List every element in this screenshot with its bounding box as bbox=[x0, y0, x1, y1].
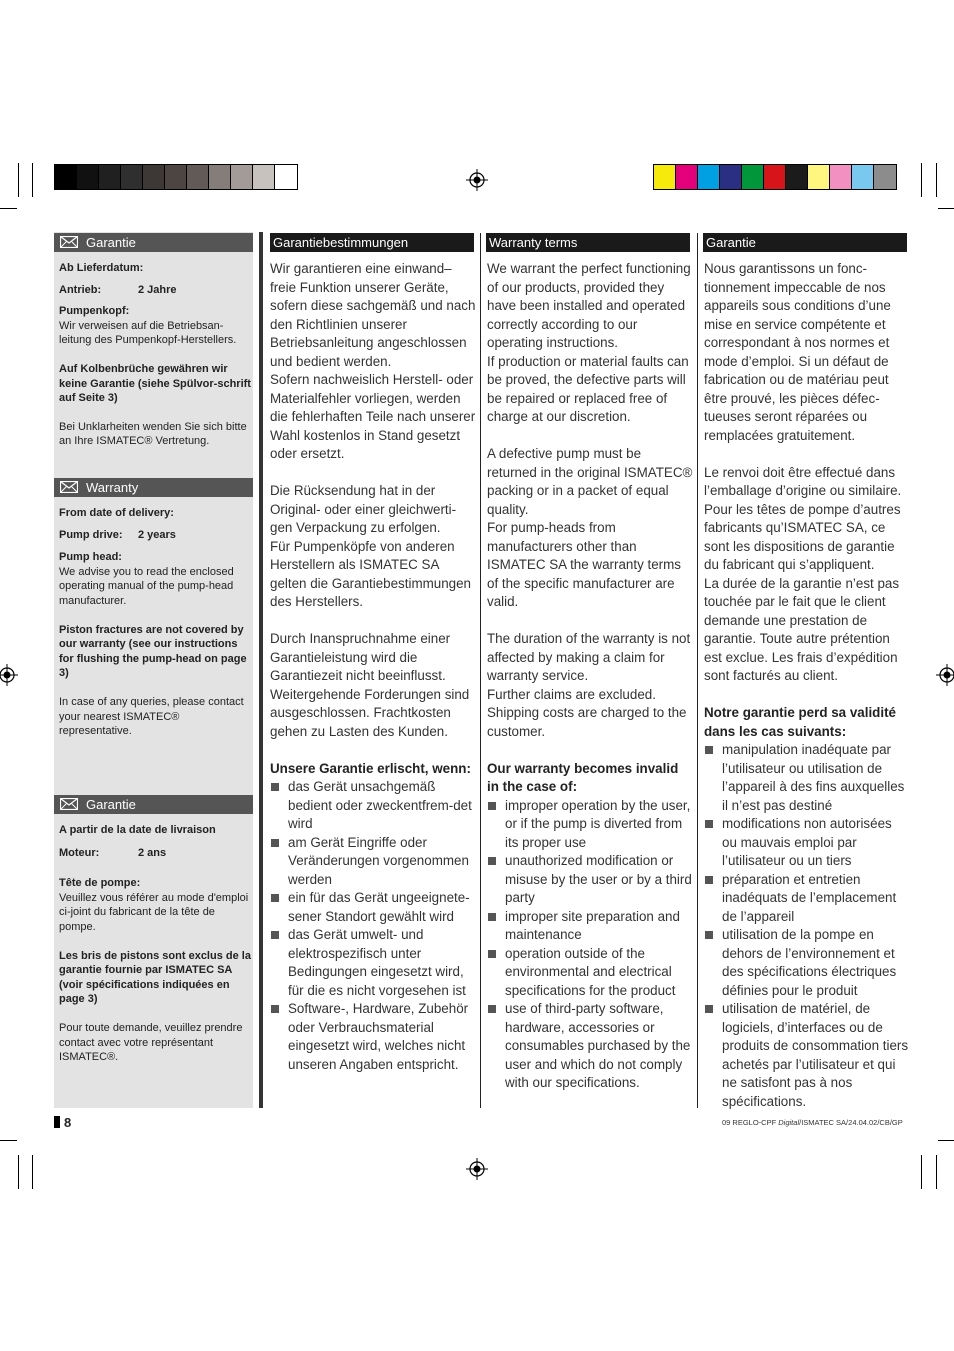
gray-swatch bbox=[55, 165, 77, 189]
paragraph: La durée de la garantie n’est pas touchée par le fait que le client demande une prestation de garantie. Toute autre prétention est exclue. Les frais d’expédition sont facturés au client. bbox=[704, 575, 900, 683]
list-item: am Gerät Eingriffe oder Veränderungen vorgenommen werden bbox=[270, 834, 476, 890]
piston-note: Auf Kolbenbrüche gewähren wir keine Garantie (siehe Spülvor-schrift auf Seite 3) bbox=[59, 362, 251, 405]
gray-swatch bbox=[209, 165, 231, 189]
queries-note: Bei Unklarheiten wenden Sie sich bitte an Ihre ISMATEC® Vertretung. bbox=[59, 420, 247, 448]
column-header-de: Garantiebestimmungen bbox=[270, 233, 474, 252]
gray-swatch bbox=[187, 165, 209, 189]
sidebar-header-de bbox=[54, 233, 253, 252]
sidebar-header-fr bbox=[54, 795, 253, 814]
paragraph: Weitergehende Forderungen sind ausgeschlossen. Frachtkosten gehen zu Lasten des Kunden. bbox=[270, 686, 470, 739]
column-divider-thick bbox=[259, 232, 263, 1108]
gray-swatch bbox=[231, 165, 253, 189]
delivery-label: A partir de la date de livraison bbox=[59, 824, 216, 836]
list-item: use of third-party software, hardware, accessories or consumables purchased by the user and which do not comply with our specifications. bbox=[487, 1000, 693, 1093]
list-item: manipulation inadéquate par l’utilisateur ou utilisation de l’appareil à des fins auxquelles il n’est pas destiné bbox=[704, 741, 909, 815]
registration-target-icon bbox=[936, 664, 954, 686]
pump-head-text: Veuillez vous référer au mode d'emploi ci-joint du fabricant de la tête de pompe. bbox=[59, 891, 249, 933]
invalid-list bbox=[704, 741, 909, 1111]
list-item: improper operation by the user, or if the pump is diverted from its proper use bbox=[487, 797, 693, 853]
paragraph: For pump-heads from manufacturers other than ISMATEC SA the warranty terms of the specific manufacturer are valid. bbox=[487, 520, 681, 609]
sidebar-content-de bbox=[59, 261, 253, 449]
invalid-list bbox=[270, 778, 476, 1074]
registration-target-icon bbox=[466, 1158, 488, 1180]
pump-head-text: We advise you to read the enclosed operating manual of the pump-head manufacturer. bbox=[59, 565, 234, 607]
document-code: 09 REGLO-CPF Digital/ISMATEC SA/24.04.02/CB/GP bbox=[722, 1118, 903, 1127]
color-swatch-strip bbox=[653, 164, 897, 190]
invalid-heading: Our warranty becomes invalid in the case of: bbox=[487, 760, 679, 794]
list-item: operation outside of the environmental and electrical specifications for the product bbox=[487, 945, 693, 1001]
color-swatch bbox=[874, 165, 896, 189]
drive-label: Moteur: bbox=[59, 846, 100, 859]
drive-value: 2 ans bbox=[138, 846, 167, 859]
drive-value: 2 Jahre bbox=[138, 283, 177, 296]
envelope-icon bbox=[60, 236, 78, 248]
gray-swatch-strip bbox=[54, 164, 298, 190]
list-item: das Gerät umwelt- und elektrospezifisch unter Bedingungen eingesetzt wird, für die es nicht vorgesehen ist bbox=[270, 926, 476, 1000]
sidebar-content-fr bbox=[59, 823, 253, 1065]
paragraph: Die Rücksendung hat in der Original- oder einer gleichwerti-gen Verpackung zu erfolgen. bbox=[270, 483, 457, 535]
list-item: improper site preparation and maintenance bbox=[487, 908, 693, 945]
list-item: utilisation de matériel, de logiciels, d’interfaces ou de produits de consommation tiers achetés par l’utilisateur et qui ne satisfont pas à nos spécifications. bbox=[704, 1000, 909, 1111]
queries-note: In case of any queries, please contact your nearest ISMATEC® representative. bbox=[59, 695, 244, 738]
list-item: modifications non autorisées ou mauvais emploi par l’utilisateur ou un tiers bbox=[704, 815, 909, 871]
color-swatch bbox=[786, 165, 808, 189]
color-swatch bbox=[676, 165, 698, 189]
column-de bbox=[270, 260, 476, 1074]
paragraph: Wir garantieren eine einwand–freie Funktion unserer Geräte, sofern diese sachgemäß und nach den Richtlinien unserer Betriebsanleitung angeschlossen und bedient werden. bbox=[270, 261, 476, 369]
gray-swatch bbox=[77, 165, 99, 189]
paragraph: Le renvoi doit être effectué dans l’emballage d’origine ou similaire. bbox=[704, 464, 902, 498]
envelope-icon bbox=[60, 798, 78, 810]
piston-note: Piston fractures are not covered by our warranty (see our instructions for flushing the pump-head on page 3) bbox=[59, 623, 247, 680]
paragraph: Durch Inanspruchnahme einer Garantieleistung wird die Garantiezeit nicht beeinflusst. bbox=[270, 631, 451, 683]
gray-swatch bbox=[143, 165, 165, 189]
column-fr bbox=[704, 260, 909, 1111]
color-swatch bbox=[808, 165, 830, 189]
paragraph: A defective pump must be returned in the original ISMATEC® packing or in a packet of equal quality. bbox=[487, 446, 693, 517]
color-swatch bbox=[742, 165, 764, 189]
paragraph: If production or material faults can be proved, the defective parts will be repaired or replaced free of charge at our discretion. bbox=[487, 353, 689, 424]
paragraph: Sofern nachweislich Herstell- oder Materialfehler vorliegen, werden die fehlerhaften Teile nach unserer Wahl kostenlos in Stand gesetzt oder ersetzt. bbox=[270, 372, 476, 461]
color-swatch bbox=[654, 165, 676, 189]
sidebar-title: Garantie bbox=[86, 797, 136, 812]
invalid-heading: Unsere Garantie erlischt, wenn: bbox=[270, 760, 471, 776]
drive-label: Pump drive: bbox=[59, 528, 123, 541]
gray-swatch bbox=[275, 165, 297, 189]
drive-value: 2 years bbox=[138, 528, 176, 541]
paragraph: Für Pumpenköpfe von anderen Herstellern als ISMATEC SA gelten die Garantiebestimmungen des Herstellers. bbox=[270, 538, 471, 609]
pump-head-label: Pump head: bbox=[59, 551, 122, 564]
pump-head-label: Tête de pompe: bbox=[59, 877, 141, 890]
drive-label: Antrieb: bbox=[59, 283, 102, 296]
pump-head-text: Wir verweisen auf die Betriebsan-leitung des Pumpenkopf-Herstellers. bbox=[59, 319, 237, 347]
column-header-fr: Garantie bbox=[703, 233, 907, 252]
gray-swatch bbox=[99, 165, 121, 189]
invalid-heading: Notre garantie perd sa validité dans les cas suivants: bbox=[704, 705, 896, 739]
color-swatch bbox=[698, 165, 720, 189]
column-divider bbox=[480, 233, 481, 1108]
registration-target-icon bbox=[466, 169, 488, 191]
color-swatch bbox=[720, 165, 742, 189]
gray-swatch bbox=[165, 165, 187, 189]
sidebar-title: Garantie bbox=[86, 235, 136, 250]
invalid-list bbox=[487, 797, 693, 1093]
list-item: unauthorized modification or misuse by the user or by a third party bbox=[487, 852, 693, 908]
column-divider bbox=[697, 233, 698, 1108]
gray-swatch bbox=[253, 165, 275, 189]
gray-swatch bbox=[121, 165, 143, 189]
delivery-label: Ab Lieferdatum: bbox=[59, 262, 144, 274]
paragraph: Further claims are excluded. Shipping costs are charged to the customer. bbox=[487, 686, 687, 739]
paragraph: Nous garantissons un fonc-tionnement impeccable de nos appareils sous conditions d’une mise en service compétente et correspondant à nos normes et mode d’emploi. Si un défaut de fabrication ou de matériau peut être prouvé, les pièces défec-tueuses seront réparées ou remplacées gratuitement. bbox=[704, 261, 891, 443]
page-number: 8 bbox=[54, 1115, 71, 1130]
registration-target-icon bbox=[0, 664, 18, 686]
sidebar-header-en bbox=[54, 478, 253, 497]
pump-head-label: Pumpenkopf: bbox=[59, 305, 130, 318]
paragraph: The duration of the warranty is not affected by making a claim for warranty service. bbox=[487, 631, 691, 683]
list-item: utilisation de la pompe en dehors de l’environnement et des spécifications électriques définies pour le produit bbox=[704, 926, 909, 1000]
sidebar-title: Warranty bbox=[86, 480, 139, 495]
list-item: das Gerät unsachgemäß bedient oder zweckentfrem-det wird bbox=[270, 778, 476, 834]
color-swatch bbox=[830, 165, 852, 189]
sidebar-content-en bbox=[59, 506, 253, 739]
color-swatch bbox=[764, 165, 786, 189]
column-en bbox=[487, 260, 693, 1093]
delivery-label: From date of delivery: bbox=[59, 507, 174, 519]
envelope-icon bbox=[60, 481, 78, 493]
list-item: préparation et entretien inadéquats de l’emplacement de l’appareil bbox=[704, 871, 909, 927]
color-swatch bbox=[852, 165, 874, 189]
list-item: ein für das Gerät ungeeignete-sener Standort gewählt wird bbox=[270, 889, 476, 926]
piston-note: Les bris de pistons sont exclus de la garantie fournie par ISMATEC SA (voir spécifications indiquées en page 3) bbox=[59, 949, 251, 1006]
paragraph: Pour les têtes de pompe d’autres fabricants qu’ISMATEC SA, ce sont les dispositions de garantie du fabricant qui s’appliquent. bbox=[704, 501, 901, 572]
paragraph: We warrant the perfect functioning of our products, provided they have been installed and operated correctly according to our operating instructions. bbox=[487, 261, 691, 350]
column-header-en: Warranty terms bbox=[486, 233, 690, 252]
list-item: Software-, Hardware, Zubehör oder Verbrauchsmaterial eingesetzt wird, welches nicht unseren Angaben entspricht. bbox=[270, 1000, 476, 1074]
queries-note: Pour toute demande, veuillez prendre contact avec votre représentant ISMATEC®. bbox=[59, 1021, 243, 1064]
